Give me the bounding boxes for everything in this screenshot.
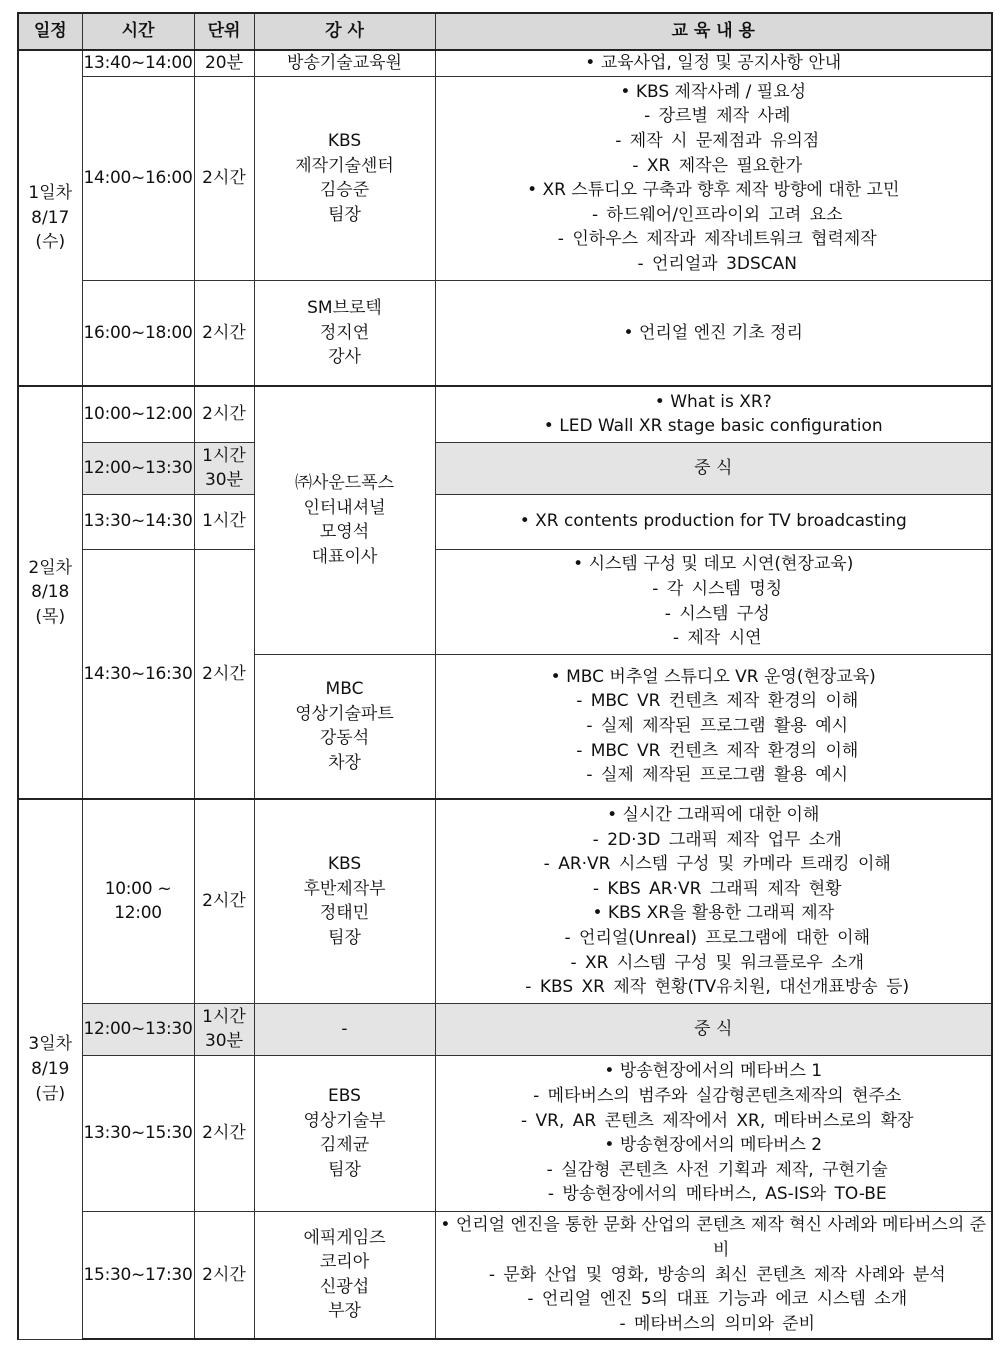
time-cell: 12:00~13:30	[82, 442, 194, 494]
content-cell: • 실시간 그래픽에 대한 이해 - 2D·3D 그래픽 제작 업무 소개 - AR·VR 시스템 구성 및 카메라 트래킹 이해 - KBS AR·VR 그래픽 제작 현황 • KBS XR을 활용한 그래픽 제작 - 언리얼(Unreal) 프로그램에 대한 이해 - XR 시스템 구성 및 워크플로우 소개 - KBS XR 제작 현황(TV유치원, 대선개표방송 등)	[435, 799, 992, 1003]
lecturer-cell: SM브로텍 정지연 강사	[254, 280, 435, 386]
unit-cell: 1시간 30분	[194, 442, 254, 494]
content-cell: • KBS 제작사례 / 필요성 - 장르별 제작 사례 - 제작 시 문제점과 유의점 - XR 제작은 필요한가 • XR 스튜디오 구축과 향후 제작 방향에 대한 고민 - 하드웨어/인프라이외 고려 요소 - 인하우스 제작과 제작네트워크 협력제작 - 언리얼과 3DSCAN	[435, 76, 992, 280]
header-row	[18, 13, 992, 50]
table-row	[18, 76, 992, 280]
time-cell: 13:30~15:30	[82, 1055, 194, 1211]
lecturer-cell: EBS 영상기술부 김제균 팀장	[254, 1055, 435, 1211]
table-row	[18, 1055, 992, 1211]
unit-cell: 2시간	[194, 549, 254, 799]
table-row	[18, 799, 992, 1003]
header-content: 교 육 내 용	[435, 13, 992, 50]
unit-cell: 2시간	[194, 280, 254, 386]
table-row	[18, 494, 992, 549]
content-cell: • 시스템 구성 및 데모 시연(현장교육) - 각 시스템 명칭 - 시스템 구성 - 제작 시연	[435, 549, 992, 654]
content-cell: • What is XR? • LED Wall XR stage basic configuration	[435, 386, 992, 442]
time-cell: 16:00~18:00	[82, 280, 194, 386]
content-cell: • 방송현장에서의 메타버스 1 - 메타버스의 범주와 실감형콘텐츠제작의 현주소 - VR, AR 콘텐츠 제작에서 XR, 메타버스로의 확장 • 방송현장에서의 메타버스 2 - 실감형 콘텐츠 사전 기획과 제작, 구현기술 - 방송현장에서의 메타버스, AS-IS와 TO-BE	[435, 1055, 992, 1211]
unit-cell: 20분	[194, 50, 254, 76]
table-row	[18, 442, 992, 494]
time-cell: 15:30~17:30	[82, 1211, 194, 1339]
header-unit: 단위	[194, 13, 254, 50]
unit-cell: 1시간 30분	[194, 1003, 254, 1055]
header-lecturer: 강 사	[254, 13, 435, 50]
content-cell: • 언리얼 엔진 기초 정리	[435, 280, 992, 386]
unit-cell: 2시간	[194, 76, 254, 280]
day3-label: 3일차 8/19 (금)	[18, 799, 82, 1339]
lecturer-cell: MBC 영상기술파트 강동석 차장	[254, 654, 435, 799]
lecturer-cell: ㈜사운드폭스 인터내셔널 모영석 대표이사	[254, 386, 435, 654]
table-row	[18, 549, 992, 654]
lunch-cell: 중 식	[435, 442, 992, 494]
schedule-table	[17, 12, 993, 1340]
unit-cell: 2시간	[194, 386, 254, 442]
time-cell: 13:30~14:30	[82, 494, 194, 549]
day1-label: 1일차 8/17 (수)	[18, 50, 82, 386]
table-row	[18, 280, 992, 386]
time-cell: 10:00 ~ 12:00	[82, 799, 194, 1003]
time-cell: 10:00~12:00	[82, 386, 194, 442]
unit-cell: 2시간	[194, 1055, 254, 1211]
table-row	[18, 386, 992, 442]
table-row	[18, 1211, 992, 1339]
lecturer-cell: KBS 후반제작부 정태민 팀장	[254, 799, 435, 1003]
header-time: 시간	[82, 13, 194, 50]
content-cell: • MBC 버추얼 스튜디오 VR 운영(현장교육) - MBC VR 컨텐츠 제작 환경의 이해 - 실제 제작된 프로그램 활용 예시 - MBC VR 컨텐츠 제작 환경의 이해 - 실제 제작된 프로그램 활용 예시	[435, 654, 992, 799]
day2-label: 2일차 8/18 (목)	[18, 386, 82, 799]
content-cell: • XR contents production for TV broadcasting	[435, 494, 992, 549]
table-row	[18, 50, 992, 76]
lecturer-cell: KBS 제작기술센터 김승준 팀장	[254, 76, 435, 280]
time-cell: 12:00~13:30	[82, 1003, 194, 1055]
lecturer-cell: 에픽게임즈 코리아 신광섭 부장	[254, 1211, 435, 1339]
header-day: 일정	[18, 13, 82, 50]
unit-cell: 1시간	[194, 494, 254, 549]
table-row	[18, 1003, 992, 1055]
lunch-cell: 중 식	[435, 1003, 992, 1055]
lecturer-cell: 방송기술교육원	[254, 50, 435, 76]
lecturer-cell: -	[254, 1003, 435, 1055]
time-cell: 13:40~14:00	[82, 50, 194, 76]
time-cell: 14:00~16:00	[82, 76, 194, 280]
content-cell: • 교육사업, 일정 및 공지사항 안내	[435, 50, 992, 76]
time-cell: 14:30~16:30	[82, 549, 194, 799]
content-cell: • 언리얼 엔진을 통한 문화 산업의 콘텐츠 제작 혁신 사례와 메타버스의 준비 - 문화 산업 및 영화, 방송의 최신 콘텐츠 제작 사례와 분석 - 언리얼 엔진 5의 대표 기능과 에코 시스템 소개 - 메타버스의 의미와 준비	[435, 1211, 992, 1339]
unit-cell: 2시간	[194, 799, 254, 1003]
unit-cell: 2시간	[194, 1211, 254, 1339]
